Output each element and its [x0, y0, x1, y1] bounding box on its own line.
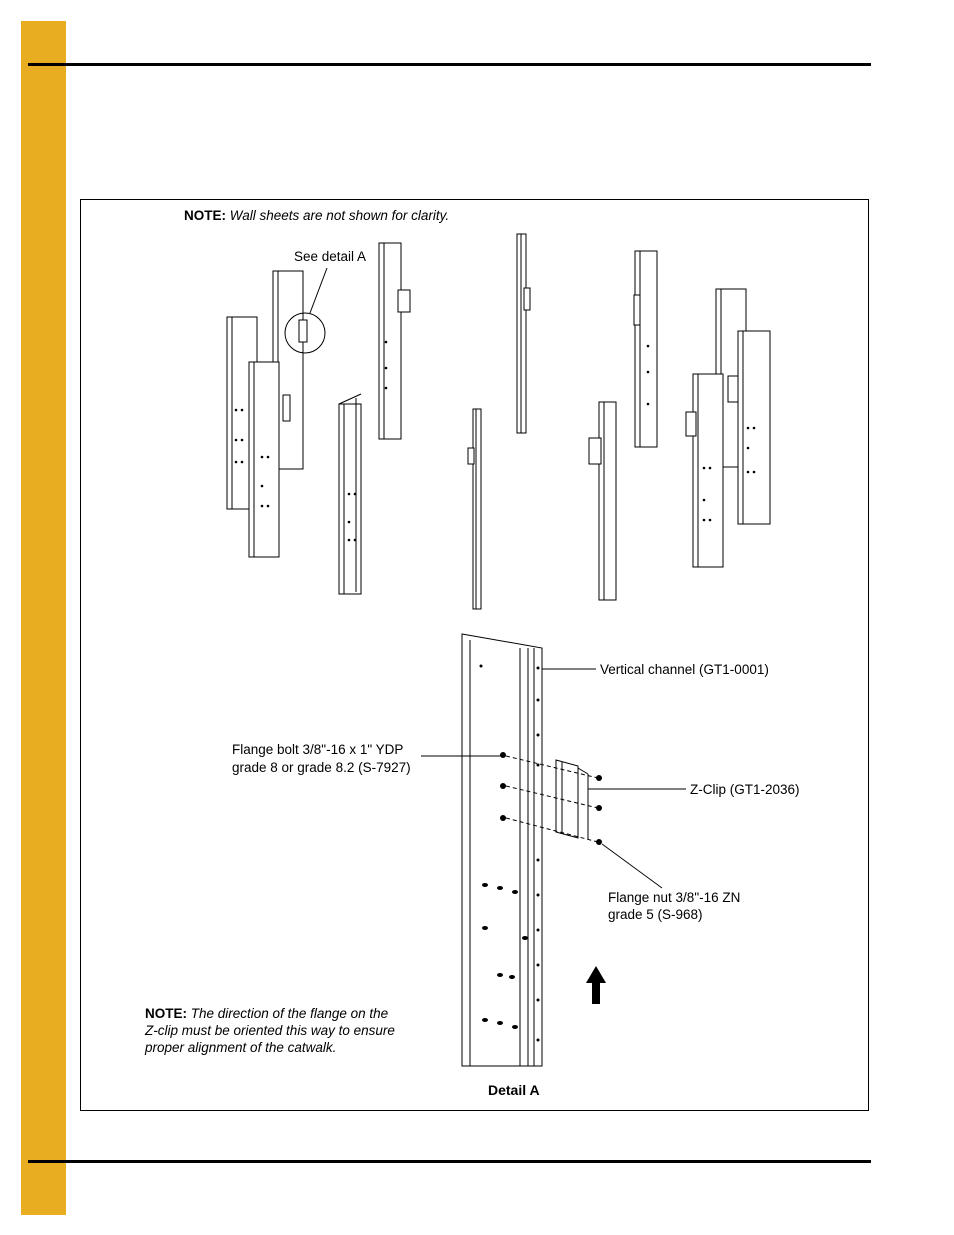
channel-assembly-2	[468, 234, 530, 609]
bottom-note-label: NOTE:	[145, 1006, 187, 1021]
callout-flange-nut-line2: grade 5 (S-968)	[608, 907, 703, 922]
bottom-note-line1: The direction of the flange on the	[190, 1006, 389, 1021]
callout-leaders	[421, 669, 686, 888]
bottom-note-line3: proper alignment of the catwalk.	[145, 1040, 337, 1055]
callout-z-clip: Z-Clip (GT1-2036)	[690, 782, 800, 797]
callout-flange-bolt-line2: grade 8 or grade 8.2 (S-7927)	[232, 760, 411, 775]
up-arrow-icon	[586, 966, 606, 1004]
top-note-label: NOTE:	[184, 208, 226, 223]
channel-assembly-1	[227, 243, 410, 594]
channel-assembly-3	[589, 251, 770, 600]
callout-flange-nut-line1: Flange nut 3/8"-16 ZN	[608, 890, 741, 905]
detail-caption: Detail A	[488, 1082, 540, 1098]
top-note-text: Wall sheets are not shown for clarity.	[229, 208, 450, 223]
bottom-note-line2: Z-clip must be oriented this way to ensure	[145, 1023, 395, 1038]
callout-flange-bolt-line1: Flange bolt 3/8"-16 x 1" YDP	[232, 742, 404, 757]
detail-a-channel	[462, 634, 588, 1066]
bottom-note	[145, 1005, 395, 1056]
see-detail-label: See detail A	[294, 249, 367, 264]
bolt-hole-dots	[235, 341, 756, 542]
callout-vertical-channel: Vertical channel (GT1-0001)	[600, 662, 769, 677]
